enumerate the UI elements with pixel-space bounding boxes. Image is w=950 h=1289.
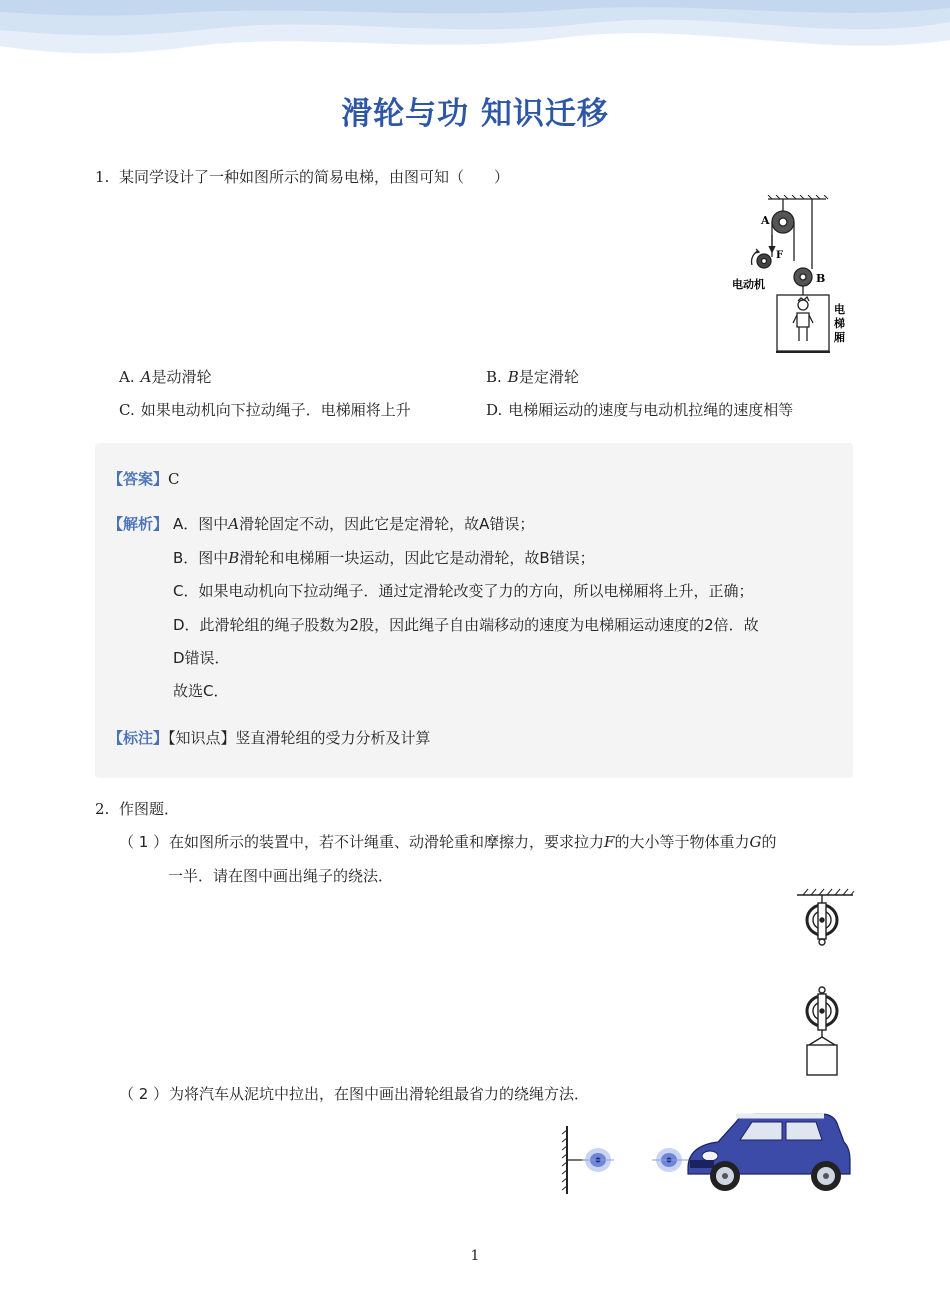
note-text: 【知识点】竖直滑轮组的受力分析及计算 [168, 729, 431, 747]
car-pulley-figure [560, 1108, 852, 1200]
pulley-system-figure [795, 887, 855, 1079]
option-a[interactable] [119, 366, 211, 387]
figure-label-b: B [816, 272, 826, 285]
analysis-line-2: B．图中B滑轮和电梯厢一块运动，因此它是动滑轮，故B错误； [173, 549, 595, 567]
question-1 [95, 166, 509, 187]
question-stem: 作图题． [119, 800, 180, 818]
option-variable: A [140, 368, 152, 386]
option-text: 如果电动机向下拉动绳子．电梯厢将上升 [140, 401, 411, 419]
figure-label-a: A [761, 214, 770, 227]
question-2-part-1-line2: 一半．请在图中画出绳子的绕法． [168, 867, 394, 885]
question-number: 1. [95, 168, 110, 186]
figure-label-f: F [776, 250, 784, 261]
figure-label-cabin-3: 厢 [834, 331, 845, 344]
movable-pulley [652, 1148, 690, 1172]
figure-label-motor: 电动机 [732, 278, 765, 291]
question-stem: 某同学设计了一种如图所示的简易电梯，由图可知（ ） [119, 168, 510, 186]
option-label: D. [486, 401, 503, 419]
option-text: 是定滑轮 [518, 368, 579, 386]
option-text: 电梯厢运动的速度与电动机拉绳的速度相等 [508, 401, 794, 419]
figure-label-cabin-2: 梯 [834, 317, 845, 330]
question-2-part-1: （ 1 ）在如图所示的装置中，若不计绳重、动滑轮重和摩擦力，要求拉力F的大小等于物体重力G的 [119, 833, 777, 851]
option-variable: B [507, 368, 519, 386]
option-d[interactable] [486, 399, 793, 420]
question-2-part-2 [119, 1083, 589, 1104]
header-wave-decoration [0, 0, 950, 72]
note-line [108, 727, 431, 748]
analysis-tag: 【解析】 [108, 515, 169, 533]
analysis-line-1: A．图中A滑轮固定不动，因此它是定滑轮，故A错误； [173, 515, 535, 533]
sub-label: （ 2 ） [119, 1085, 169, 1103]
page-number: 1 [470, 1248, 480, 1264]
sub-label: （ 1 ） [119, 833, 169, 851]
sub-text: 为将汽车从泥坑中拉出，在图中画出滑轮组最省力的绕绳方法． [169, 1085, 590, 1103]
analysis-line-3: C．如果电动机向下拉动绳子．通过定滑轮改变了力的方向，所以电梯厢将上升，正确； [173, 582, 754, 600]
note-tag: 【标注】 [108, 729, 169, 747]
answer-tag: 【答案】 [108, 470, 169, 488]
answer-value: C [168, 470, 180, 488]
option-text: 是动滑轮 [151, 368, 212, 386]
question-number: 2. [95, 800, 110, 818]
option-label: B. [486, 368, 502, 386]
option-label: C. [119, 401, 135, 419]
car [688, 1114, 850, 1191]
question-2 [95, 798, 179, 819]
option-b[interactable] [486, 366, 579, 387]
analysis-tag-line [108, 513, 168, 534]
fixed-pulley [582, 1148, 614, 1172]
page-title: 滑轮与功 知识迁移 [341, 96, 609, 132]
elevator-pulley-figure [728, 195, 853, 357]
analysis-line-5: D错误． [173, 649, 230, 667]
answer-line [108, 468, 180, 489]
analysis-line-6: 故选C． [173, 682, 229, 700]
option-label: A. [119, 368, 135, 386]
analysis-line-4: D．此滑轮组的绳子股数为2股，因此绳子自由端移动的速度为电梯厢运动速度的2倍．故 [173, 616, 759, 634]
option-c[interactable] [119, 399, 411, 420]
figure-label-cabin-1: 电 [834, 303, 845, 316]
